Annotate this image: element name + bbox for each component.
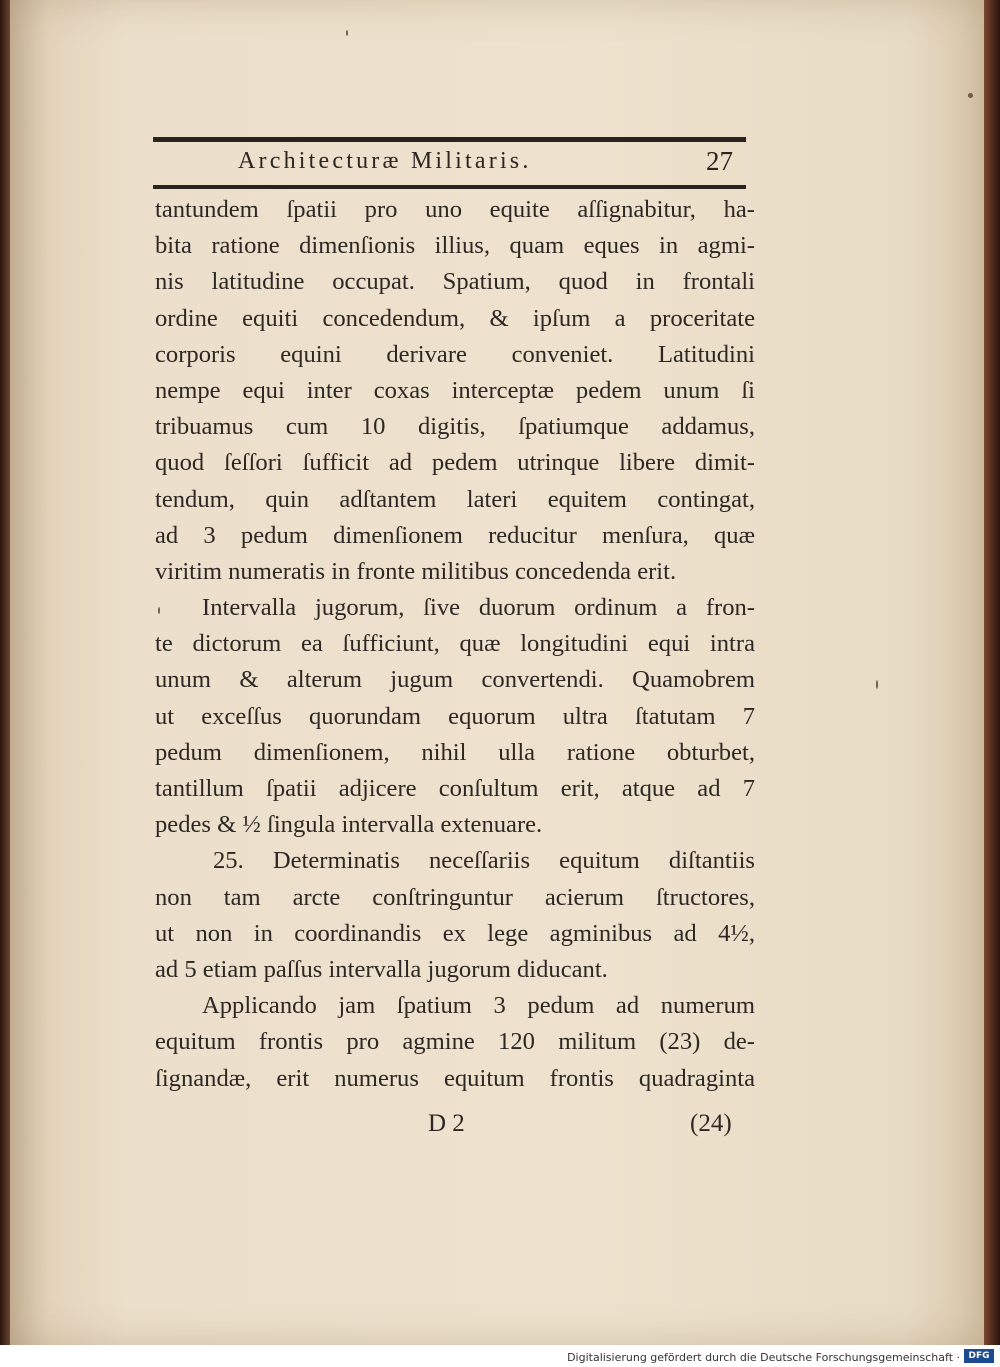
body-text xyxy=(155,192,755,1097)
text-line: quod ſeſſori ſufficit ad pedem utrinque libere dimit- xyxy=(155,449,755,477)
header-rule-bottom xyxy=(153,185,746,189)
text-line: equitum frontis pro agmine 120 militum (23) de- xyxy=(155,1028,755,1056)
text-line: tantillum ſpatii adjicere conſultum erit, atque ad 7 xyxy=(155,775,755,802)
text-line: ut non in coordinandis ex lege agminibus ad 4½, xyxy=(155,919,755,947)
header-rule-top xyxy=(153,137,746,142)
text-line: corporis equini derivare conveniet. Latitudini xyxy=(155,340,755,368)
running-title: Architecturæ Militaris. xyxy=(238,148,532,174)
text-line: pedes & ½ ſingula intervalla extenuare. xyxy=(155,811,543,839)
text-line: te dictorum ea ſufficiunt, quæ longitudini equi intra xyxy=(155,630,755,658)
page-number: 27 xyxy=(706,146,733,176)
text-line: ad 5 etiam paſſus intervalla jugorum diducant. xyxy=(155,955,608,983)
text-line: pedum dimenſionem, nihil ulla ratione obturbet, xyxy=(155,738,755,766)
text-line: bita ratione dimenſionis illius, quam eques in agmi- xyxy=(155,232,755,260)
text-line: ſignandæ, erit numerus equitum frontis quadraginta xyxy=(155,1064,755,1092)
dfg-logo: DFG xyxy=(964,1349,994,1363)
text-line: nis latitudine occupat. Spatium, quod in frontali xyxy=(155,268,755,296)
paper-speck xyxy=(346,30,348,36)
text-line: 25. Determinatis neceſſariis equitum diſtantiis xyxy=(213,847,755,875)
text-line: ut exceſſus quorundam equorum ultra ſtatutam 7 xyxy=(155,702,755,730)
text-line: non tam arcte conſtringuntur acierum ſtructores, xyxy=(155,883,755,911)
text-line: nempe equi inter coxas interceptæ pedem unum ſi xyxy=(155,376,755,404)
paper-speck xyxy=(968,93,973,98)
text-line: Applicando jam ſpatium 3 pedum ad numerum xyxy=(202,992,755,1020)
funding-credit: Digitalisierung gefördert durch die Deutsche Forschungsgemeinschaft · xyxy=(567,1351,960,1364)
signature-mark: D 2 xyxy=(428,1110,465,1137)
text-line: ordine equiti concedendum, & ipſum a proceritate xyxy=(155,304,755,332)
paper-speck xyxy=(876,680,878,689)
book-spine-edge xyxy=(0,0,10,1345)
text-line: tantundem ſpatii pro uno equite aſſignabitur, ha- xyxy=(155,196,755,223)
text-line: viritim numeratis in fronte militibus concedenda erit. xyxy=(155,557,677,585)
text-line: ad 3 pedum dimenſionem reducitur menſura, quæ xyxy=(155,521,755,549)
text-line: Intervalla jugorum, ſive duorum ordinum a fron- xyxy=(202,594,755,622)
book-cover-edge xyxy=(984,0,1000,1345)
text-line: tendum, quin adſtantem lateri equitem contingat, xyxy=(155,485,755,513)
text-line: unum & alterum jugum convertendi. Quamobrem xyxy=(155,666,755,694)
catchword: (24) xyxy=(690,1110,732,1137)
text-line: tribuamus cum 10 digitis, ſpatiumque addamus, xyxy=(155,413,755,441)
